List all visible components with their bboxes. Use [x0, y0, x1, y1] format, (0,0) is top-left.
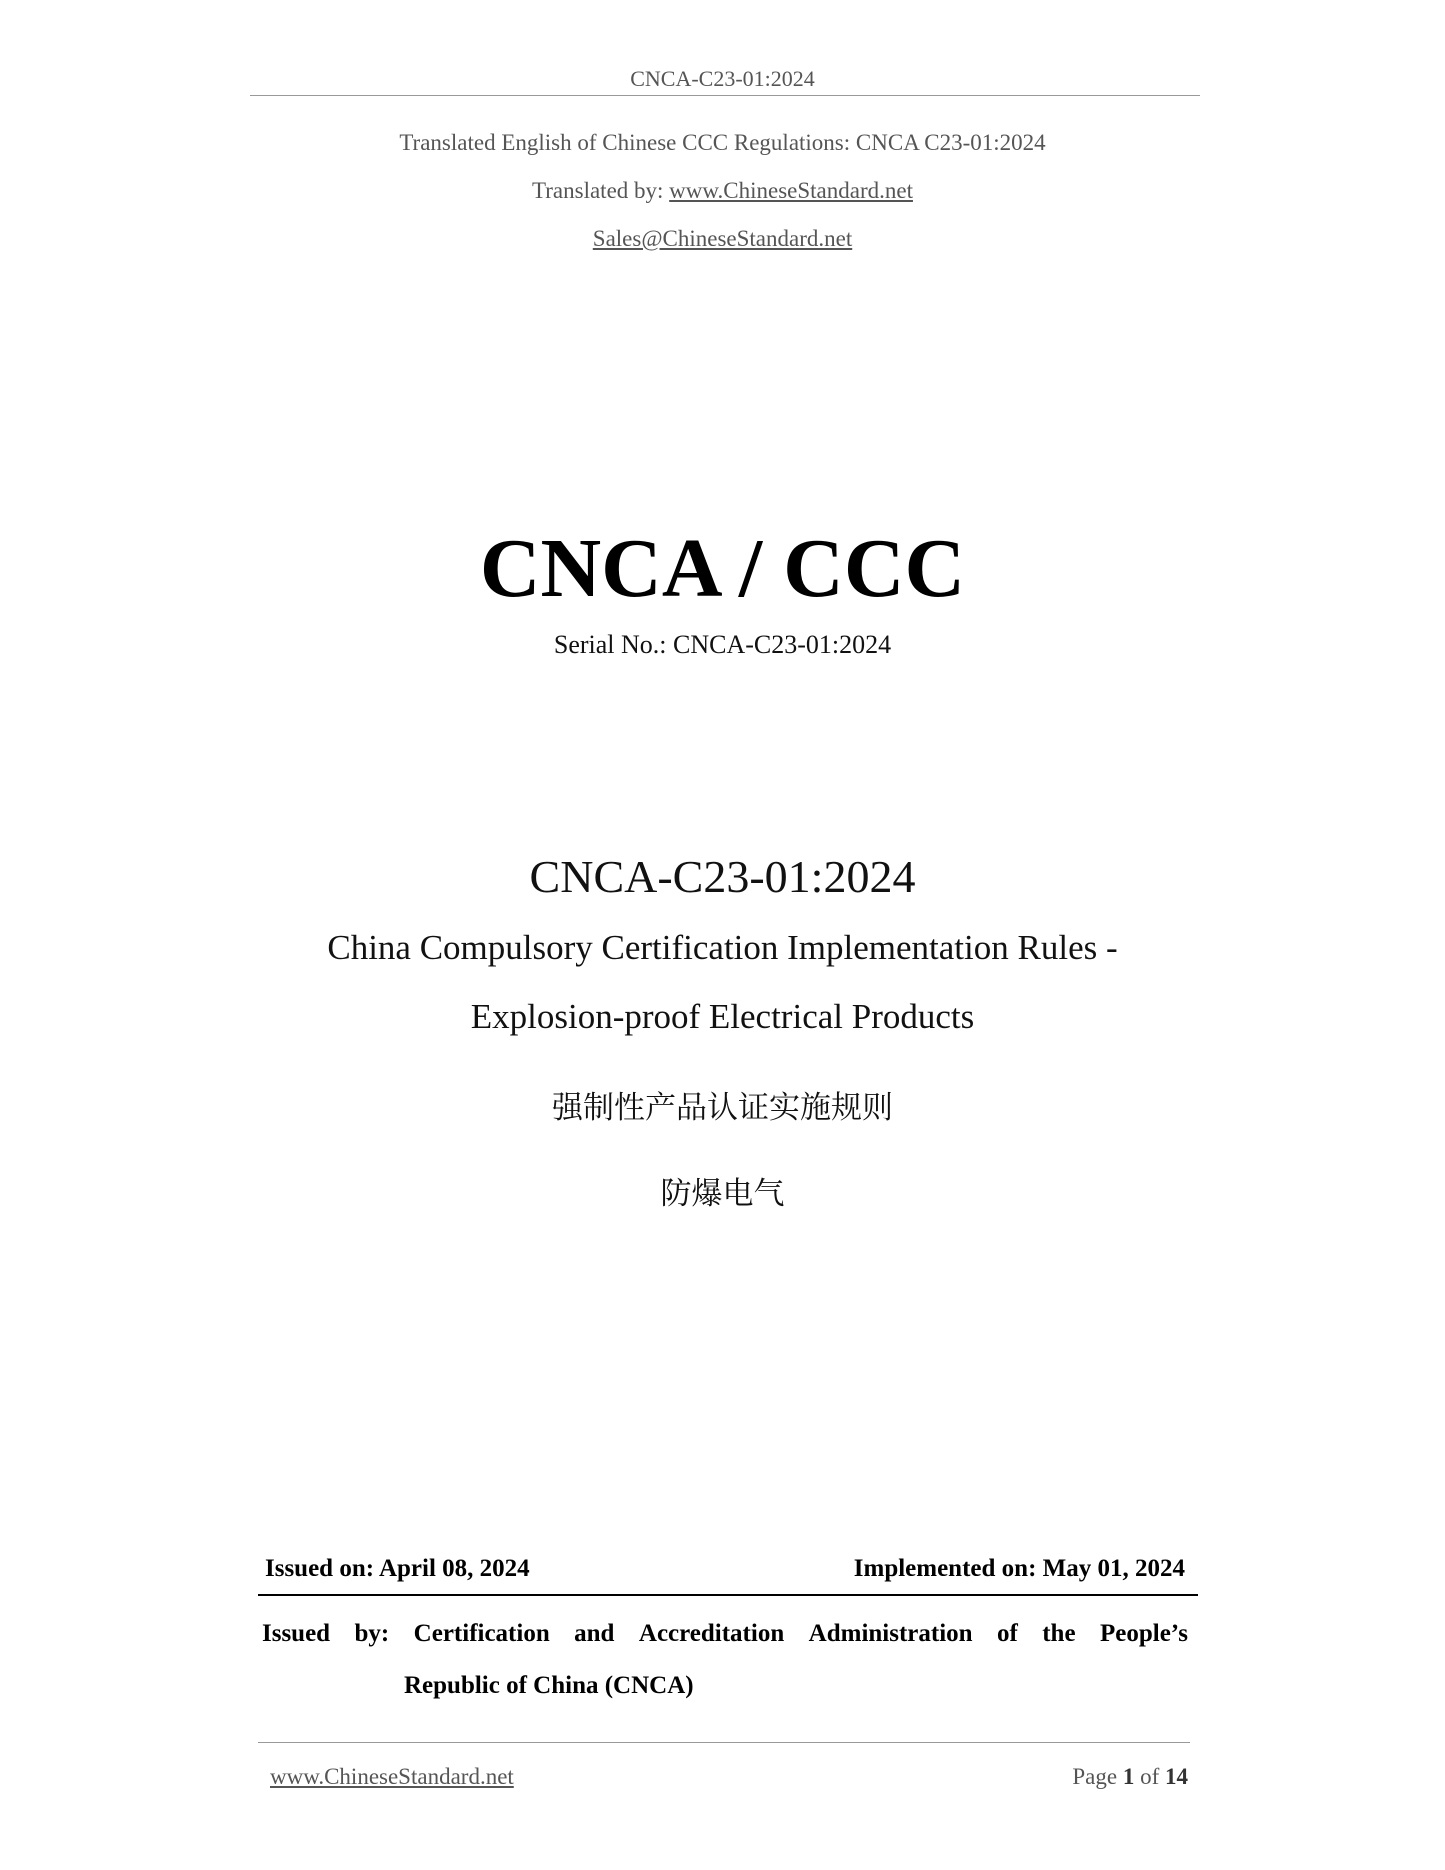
page-indicator: [1072, 1764, 1188, 1790]
issued-by-word: by:: [354, 1620, 390, 1647]
translation-title: Translated English of Chinese CCC Regulations: CNCA C23-01:2024: [399, 130, 1046, 155]
issued-by-line1: [262, 1608, 1188, 1660]
standard-code: CNCA-C23-01:2024: [529, 851, 916, 902]
running-header: CNCA-C23-01:2024: [630, 66, 815, 91]
translator-link[interactable]: www.ChineseStandard.net: [669, 178, 913, 203]
header-divider: [250, 95, 1200, 96]
footer-link[interactable]: www.ChineseStandard.net: [270, 1764, 514, 1789]
footer-divider: [258, 1742, 1190, 1743]
serial-number: Serial No.: CNCA-C23-01:2024: [553, 630, 892, 659]
issued-by: [262, 1608, 1188, 1712]
main-title: CNCA / CCC: [479, 522, 966, 615]
page-of: of: [1140, 1764, 1160, 1789]
sales-email-link[interactable]: Sales@ChineseStandard.net: [592, 226, 853, 251]
issued-on-date: Issued on: April 08, 2024: [265, 1555, 530, 1582]
issued-by-word: and: [574, 1620, 615, 1647]
translated-by-label: Translated by:: [532, 178, 670, 203]
issued-by-word: Administration: [808, 1620, 973, 1647]
issued-by-word: the: [1042, 1620, 1076, 1647]
chinese-subtitle: 防爆电气: [660, 1176, 785, 1212]
page-current: 1: [1122, 1764, 1135, 1789]
page-label: Page: [1072, 1764, 1118, 1789]
page-total: 14: [1165, 1764, 1188, 1789]
issued-by-word: People’s: [1099, 1620, 1188, 1647]
sales-email: [0, 226, 1445, 252]
translated-by: [0, 178, 1445, 204]
issue-divider: [258, 1594, 1198, 1596]
issued-by-word: of: [996, 1620, 1018, 1647]
issued-by-word: Certification: [413, 1620, 550, 1647]
issued-by-word: Accreditation: [638, 1620, 785, 1647]
standard-title-line1: China Compulsory Certification Implementation Rules -: [327, 928, 1118, 967]
issued-by-word: Issued: [262, 1620, 331, 1647]
standard-title-line2: Explosion-proof Electrical Products: [470, 997, 975, 1036]
chinese-title: 强制性产品认证实施规则: [552, 1090, 893, 1126]
implemented-on-date: Implemented on: May 01, 2024: [853, 1555, 1185, 1582]
issued-by-line2: Republic of China (CNCA): [404, 1672, 694, 1699]
